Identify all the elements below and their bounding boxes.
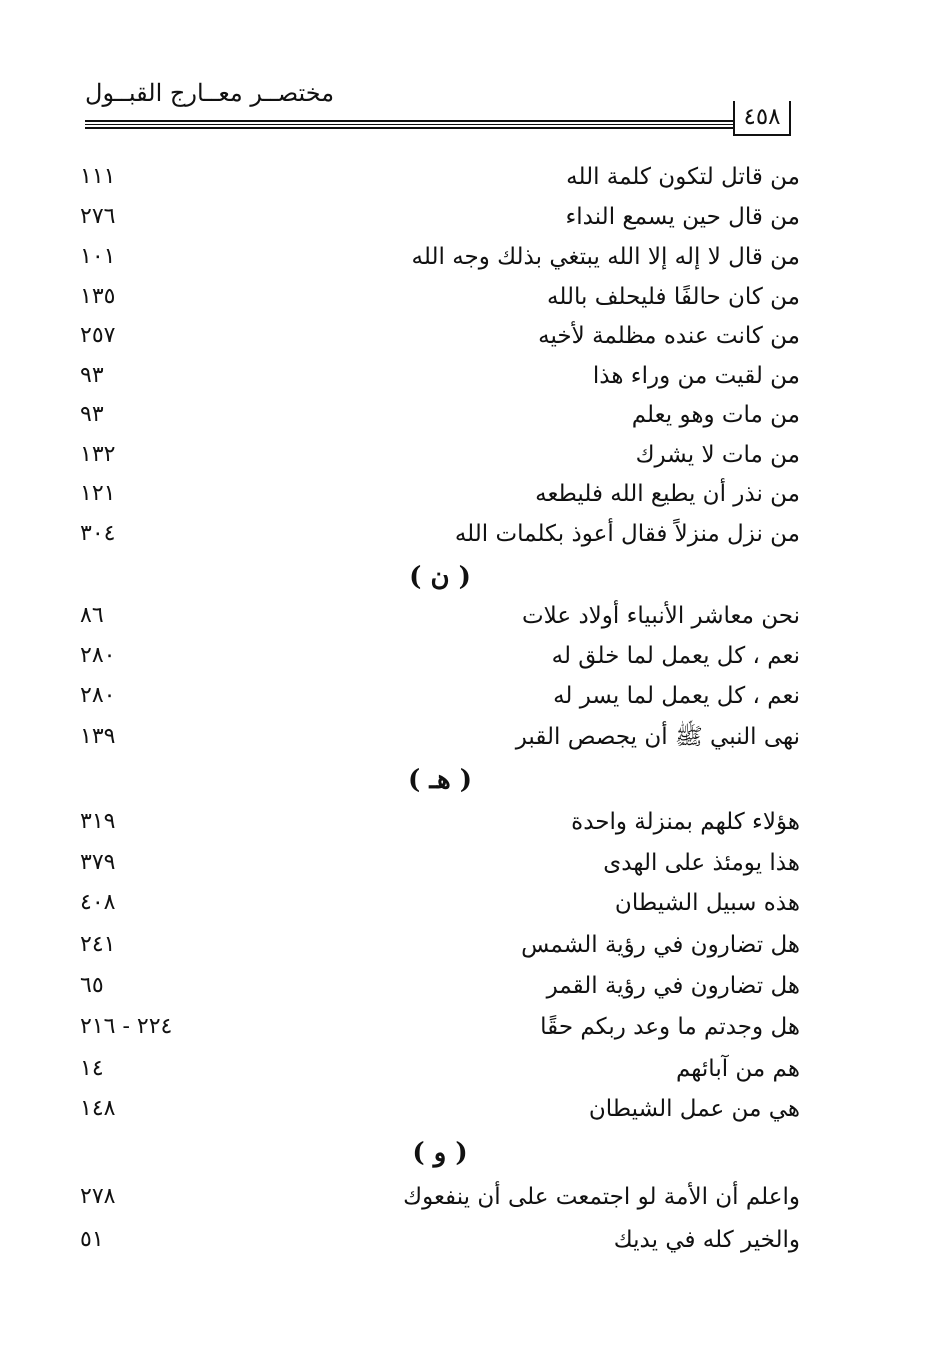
entry-text: هل تضارون في رؤية القمر [546, 973, 800, 999]
index-entry [80, 357, 800, 395]
index-entry [80, 1008, 800, 1046]
index-entry [80, 396, 800, 434]
index-entry [80, 1178, 800, 1216]
entry-page-numbers: ٤٠٨ [80, 890, 116, 915]
index-entry [80, 515, 800, 553]
entry-text: نهى النبي ﷺ أن يجصص القبر [515, 724, 800, 750]
entry-text: من قال لا إله إلا الله يبتغي بذلك وجه الله [411, 244, 800, 270]
entry-text: من قال حين يسمع النداء [565, 204, 800, 230]
entry-page-numbers: ١٤ [80, 1056, 104, 1081]
section-heading: ( هـ ) [407, 765, 473, 795]
index-entry [80, 677, 800, 715]
index-entry [80, 844, 800, 882]
index-entry [80, 597, 800, 635]
entry-text: من كانت عنده مظلمة لأخيه [538, 323, 800, 349]
entry-text: من نزل منزلاً فقال أعوذ بكلمات الله [454, 521, 800, 547]
entry-text: من نذر أن يطيع الله فليطعه [535, 481, 800, 507]
entry-page-numbers: ٢٧٦ [80, 204, 116, 229]
entry-text: نعم ، كل يعمل لما خلق له [551, 643, 800, 669]
entry-page-numbers: ٣٠٤ [80, 521, 116, 546]
index-entry [80, 436, 800, 474]
entry-page-numbers: ٢٨٠ [80, 683, 116, 708]
entry-page-numbers: ٢٥٧ [80, 323, 116, 348]
page-number: ٤٥٨ [733, 101, 791, 136]
index-entry [80, 1221, 800, 1259]
entry-text: هذا يومئذ على الهدى [603, 850, 800, 876]
entry-page-numbers: ٥١ [80, 1227, 104, 1252]
entry-page-numbers: ٦٥ [80, 973, 104, 998]
entry-page-numbers: ١٣٥ [80, 284, 116, 309]
section-heading: ( ن ) [409, 562, 471, 592]
entry-text: والخير كله في يديك [613, 1227, 800, 1253]
entry-text: هم من آبائهم [676, 1056, 800, 1082]
index-entry [80, 278, 800, 316]
entry-text: هذه سبيل الشيطان [614, 890, 800, 916]
index-entry [80, 1090, 800, 1128]
index-entry [80, 718, 800, 756]
entry-text: نحن معاشر الأنبياء أولاد علات [522, 603, 800, 629]
index-entry [80, 198, 800, 236]
entry-page-numbers: ١٠١ [80, 244, 116, 269]
index-entry [80, 475, 800, 513]
entry-page-numbers: ١٢١ [80, 481, 116, 506]
entry-text: من مات وهو يعلم [631, 402, 800, 428]
entry-page-numbers: ٢٤١ [80, 932, 116, 957]
index-entry [80, 1050, 800, 1088]
entry-text: من لقيت من وراء هذا [592, 363, 800, 389]
entry-page-numbers: ٩٣ [80, 363, 104, 388]
header-rule [85, 120, 735, 129]
entry-text: من كان حالفًا فليحلف بالله [547, 284, 800, 310]
entry-page-numbers: ٨٦ [80, 603, 104, 628]
index-entry [80, 637, 800, 675]
entry-text: هؤلاء كلهم بمنزلة واحدة [571, 809, 800, 835]
index-entry [80, 317, 800, 355]
entry-text: نعم ، كل يعمل لما يسر له [553, 683, 800, 709]
entry-page-numbers: ٩٣ [80, 402, 104, 427]
entry-text: من قاتل لتكون كلمة الله [566, 164, 800, 190]
entry-page-numbers: ١٣٩ [80, 724, 116, 749]
entry-text: هي من عمل الشيطان [588, 1096, 800, 1122]
index-entry [80, 884, 800, 922]
entry-page-numbers: ١٤٨ [80, 1096, 116, 1121]
index-entry [80, 967, 800, 1005]
section-heading: ( و ) [412, 1138, 468, 1168]
entry-page-numbers: ٢٨٠ [80, 643, 116, 668]
entry-page-numbers: ٣٧٩ [80, 850, 116, 875]
index-entry [80, 926, 800, 964]
running-header-title: مختصــر معــارج القبــول [85, 79, 335, 107]
entry-page-numbers: ١٣٢ [80, 442, 116, 467]
entry-text: من مات لا يشرك [635, 442, 800, 468]
entry-page-numbers: ٢٢٤ - ٢١٦ [80, 1014, 173, 1039]
entry-text: هل وجدتم ما وعد ربكم حقًا [540, 1014, 800, 1040]
index-entry [80, 803, 800, 841]
index-entry [80, 158, 800, 196]
index-entry [80, 238, 800, 276]
entry-text: هل تضارون في رؤية الشمس [521, 932, 800, 958]
entry-page-numbers: ٣١٩ [80, 809, 116, 834]
entry-page-numbers: ١١١ [80, 164, 116, 189]
entry-page-numbers: ٢٧٨ [80, 1184, 116, 1209]
entry-text: واعلم أن الأمة لو اجتمعت على أن ينفعوك [403, 1184, 800, 1210]
